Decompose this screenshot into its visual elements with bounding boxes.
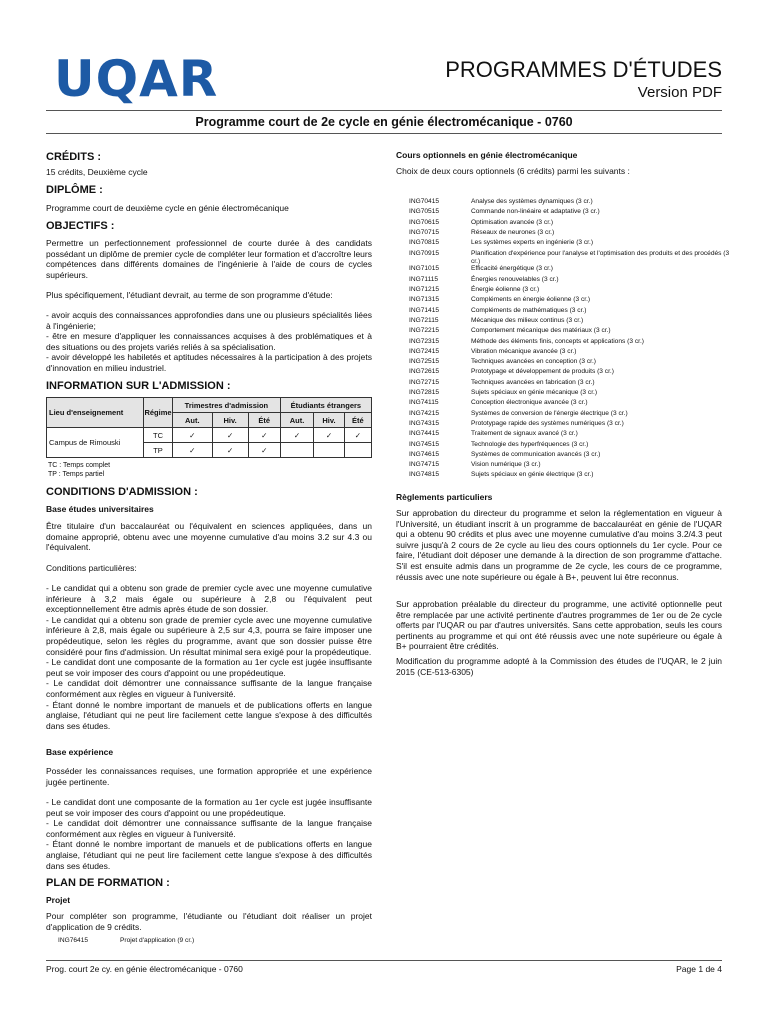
base-exp-list: - Le candidat dont une composante de la formation au 1er cycle est jugée insuffisante peut se voir imposer des cours d'appoint ou une propédeutique. - Le candidat doit démontrer une connaissance suffisante de la langue française conformément aux règles en vigueur à l'université. - Étant donné le nombre important de manuels et de publications offerts en langue anglaise, l'étudiant qui ne peut lire facilement cette langue s'expose à des difficultés dans ses études. xyxy=(46,797,372,871)
col-lieu: Lieu d'enseignement xyxy=(47,398,144,428)
header-divider-bottom xyxy=(46,133,722,134)
course-code: ING70515 xyxy=(409,208,440,216)
course-name: Méthode des éléments finis, concepts et applications (3 cr.) xyxy=(471,337,644,345)
regime-cell: TC xyxy=(144,428,173,443)
check-mark: ✓ xyxy=(212,443,248,458)
course-code: ING72415 xyxy=(409,347,440,355)
course-name: Prototypage et développement de produits (3 cr.) xyxy=(471,368,614,376)
col-hiv: Hiv. xyxy=(212,413,248,428)
course-name: Compléments de mathématiques (3 cr.) xyxy=(471,306,587,314)
col-aut: Aut. xyxy=(173,413,213,428)
course-name: Vision numérique (3 cr.) xyxy=(471,461,541,469)
course-code: ING70915 xyxy=(409,249,440,257)
course-list xyxy=(409,198,730,488)
base-univ-paragraph-2: Conditions particulières: xyxy=(46,563,137,573)
course-code: ING70615 xyxy=(409,218,440,226)
col-regime: Régime xyxy=(144,398,173,428)
admission-table xyxy=(46,397,372,458)
optional-courses-intro: Choix de deux cours optionnels (6 crédits) parmi les suivants : xyxy=(396,166,630,176)
credits-text: 15 crédits, Deuxième cycle xyxy=(46,167,148,177)
course-name: Techniques avancées en conception (3 cr.) xyxy=(471,358,596,366)
course-code: ING71315 xyxy=(409,296,440,304)
note-tp: TP : Temps partiel xyxy=(48,471,105,478)
course-code: ING74415 xyxy=(409,430,440,438)
credits-heading: CRÉDITS : xyxy=(46,151,101,163)
uqar-logo: UQAR xyxy=(54,50,219,108)
campus-cell: Campus de Rimouski xyxy=(47,428,144,458)
course-name: Prototypage rapide des systèmes numériques (3 cr.) xyxy=(471,419,624,427)
col-etrangers: Étudiants étrangers xyxy=(280,398,371,413)
base-univ-paragraph-1: Être titulaire d'un baccalauréat ou l'équivalent en sciences appliquées, dans un domaine approprié, obtenu avec une moyenne cumulative d'au moins 3.2 sur 4.3 ou l'équivalent. xyxy=(46,521,372,553)
course-name: Comportement mécanique des matériaux (3 cr.) xyxy=(471,327,611,335)
optional-courses-heading: Cours optionnels en génie électromécanique xyxy=(396,150,578,160)
course-name: Sujets spéciaux en génie électrique (3 cr.) xyxy=(471,471,594,479)
empty-cell xyxy=(314,443,344,458)
objectifs-paragraph-1: Permettre un perfectionnement professionnel de courte durée à des candidats possédant un diplôme de premier cycle de compléter leur formation et d'accroître leurs compétences dans différents domaines de l'ingénierie à l'aide de cours de cycles supérieurs. xyxy=(46,238,372,280)
course-name: Sujets spéciaux en génie mécanique (3 cr.) xyxy=(471,389,598,397)
course-code: ING74615 xyxy=(409,450,440,458)
objectifs-heading: OBJECTIFS : xyxy=(46,220,115,232)
course-name: Technologie des hyperfréquences (3 cr.) xyxy=(471,440,589,448)
course-name: Optimisation avancée (3 cr.) xyxy=(471,218,554,226)
page-title: PROGRAMMES D'ÉTUDES xyxy=(445,57,722,82)
objectifs-paragraph-2: Plus spécifiquement, l'étudiant devrait, au terme de son programme d'étude: xyxy=(46,290,333,300)
col-trimestres: Trimestres d'admission xyxy=(173,398,281,413)
check-mark: ✓ xyxy=(173,428,213,443)
course-name: Systèmes de conversion de l'énergie électrique (3 cr.) xyxy=(471,409,628,417)
course-code: ING74515 xyxy=(409,440,440,448)
course-code: ING72315 xyxy=(409,337,440,345)
course-code: ING72115 xyxy=(409,316,439,324)
course-name: Les systèmes experts en ingénierie (3 cr.) xyxy=(471,239,594,247)
admission-heading: INFORMATION SUR L'ADMISSION : xyxy=(46,380,231,392)
note-tc: TC : Temps complet xyxy=(48,462,111,469)
conditions-heading: CONDITIONS D'ADMISSION : xyxy=(46,486,198,498)
course-name: Compléments en énergie éolienne (3 cr.) xyxy=(471,296,591,304)
course-code: ING72715 xyxy=(409,378,440,386)
course-code: ING71115 xyxy=(409,275,439,283)
course-code: ING71415 xyxy=(409,306,440,314)
program-title: Programme court de 2e cycle en génie électromécanique - 0760 xyxy=(195,115,573,129)
col-ete: Été xyxy=(344,413,371,428)
projet-paragraph: Pour compléter son programme, l'étudiante ou l'étudiant doit réaliser un projet d'application de 9 crédits. xyxy=(46,911,372,932)
course-name: Planification d'expérience pour l'analyse et l'optimisation des produits et des procédés (3 cr.) xyxy=(471,249,730,265)
course-code: ING70415 xyxy=(409,198,440,205)
course-name: Analyse des systèmes dynamiques (3 cr.) xyxy=(471,198,593,205)
regime-cell: TP xyxy=(144,443,173,458)
course-code: ING71215 xyxy=(409,286,440,294)
diplome-heading: DIPLÔME : xyxy=(46,184,103,196)
course-name: Efficacité énergétique (3 cr.) xyxy=(471,265,553,273)
course-code: ING71015 xyxy=(409,265,440,273)
col-hiv: Hiv. xyxy=(314,413,344,428)
course-name: Techniques avancées en fabrication (3 cr.) xyxy=(471,378,595,386)
check-mark: ✓ xyxy=(212,428,248,443)
course-code: ING72815 xyxy=(409,389,440,397)
course-name: Commande non-linéaire et adaptative (3 cr.) xyxy=(471,208,600,216)
footer-left: Prog. court 2e cy. en génie électromécanique - 0760 xyxy=(46,964,243,974)
course-name: Énergies renouvelables (3 cr.) xyxy=(471,275,559,283)
reglements-paragraph-3: Modification du programme adopté à la Commission des études de l'UQAR, le 2 juin 2015 (CE-513-6305) xyxy=(396,656,722,677)
course-code: ING72515 xyxy=(409,358,440,366)
table-row xyxy=(47,428,372,443)
projet-heading: Projet xyxy=(46,895,71,905)
course-code: ING74815 xyxy=(409,471,440,479)
reglements-paragraph-1: Sur approbation du directeur du programme et selon la réglementation en vigueur à l'Université, un étudiant inscrit à un programme de baccalauréat en génie de l'UQAR qui a obtenu 90 crédits et plus avec une moyenne cumulative d'au moins 3.2/4.3 peut suivre jusqu'à 2 cours de 2e cycle au lieu des cours optionnels du 1er cycle. Pour ce faire, l'étudiant doit déposer une demande à la direction de son programme d'attache. S'il est ensuite admis dans un programme de 2e cycle, les cours de ce programme, réussis avec une note supérieure ou égale à B+, peuvent lui être reconnus. xyxy=(396,508,722,582)
base-univ-heading: Base études universitaires xyxy=(46,504,154,514)
course-name: Conception électronique avancée (3 cr.) xyxy=(471,399,588,407)
course-code: ING72215 xyxy=(409,327,440,335)
empty-cell xyxy=(344,443,371,458)
col-aut: Aut. xyxy=(280,413,313,428)
empty-cell xyxy=(280,443,313,458)
objectifs-list: - avoir acquis des connaissances approfondies dans une ou plusieurs spécialités liées à l'ingénierie; - être en mesure d'appliquer les connaissances acquises à des problématiques et à des situations ou des projets variés reliés à sa spécialisation. - avoir développé les habiletés et aptitudes nécessaires à la participation à des projets d'innovation en milieu industriel. xyxy=(46,310,372,373)
course-code: ING74115 xyxy=(409,399,439,407)
course-name: Traitement de signaux avancé (3 cr.) xyxy=(471,430,578,438)
course-name: Vibration mécanique avancée (3 cr.) xyxy=(471,347,577,355)
projet-course-code: ING76415 xyxy=(58,937,89,944)
col-ete: Été xyxy=(248,413,280,428)
course-code: ING72615 xyxy=(409,368,440,376)
course-code: ING70715 xyxy=(409,228,440,236)
plan-heading: PLAN DE FORMATION : xyxy=(46,877,170,889)
check-mark: ✓ xyxy=(248,428,280,443)
course-name: Énergie éolienne (3 cr.) xyxy=(471,286,540,294)
footer-divider xyxy=(46,960,722,961)
check-mark: ✓ xyxy=(280,428,313,443)
reglements-paragraph-2: Sur approbation préalable du directeur du programme, une activité optionnelle peut être remplacée par une activité pertinente d'autres programmes de 1er ou de 2e cycle offerts par l'UQAR ou par d'autres universités. Sans cette approbation, seuls les cours pertinents au programme et qui ont été réussis avec une note supérieure ou égale à B+ pourraient être crédités. xyxy=(396,599,722,652)
check-mark: ✓ xyxy=(248,443,280,458)
course-name: Réseaux de neurones (3 cr.) xyxy=(471,228,555,236)
course-code: ING74215 xyxy=(409,409,440,417)
check-mark: ✓ xyxy=(173,443,213,458)
projet-course-name: Projet d'application (9 cr.) xyxy=(120,937,195,944)
check-mark: ✓ xyxy=(314,428,344,443)
course-code: ING70815 xyxy=(409,239,440,247)
base-exp-paragraph-1: Posséder les connaissances requises, une formation appropriée et une expérience jugée pertinente. xyxy=(46,766,372,787)
diplome-text: Programme court de deuxième cycle en génie électromécanique xyxy=(46,203,289,213)
reglements-heading: Règlements particuliers xyxy=(396,492,493,502)
course-code: ING74315 xyxy=(409,419,440,427)
course-name: Systèmes de communication avancés (3 cr.) xyxy=(471,450,601,458)
header-divider-top xyxy=(46,110,722,111)
base-univ-list: - Le candidat qui a obtenu son grade de premier cycle avec une moyenne cumulative inférieure à 3,2 mais égale ou supérieure à 2,8 ou l'équivalent peut exceptionnellement être admis après étude de son dossier. - Le candidat qui a obtenu son grade de premier cycle avec une moyenne cumulative inférieure à 2,8, mais égale ou supérieure à 2,5 sur 4,3, pourra se faire imposer une propédeutique, selon les règles du programme, avant que son dossier puisse être considéré pour fins d'admission. Un résultat minimal sera exigé pour la propédeutique. - Le candidat dont une composante de la formation au 1er cycle est jugée insuffisante peut se voir imposer des cours d'appoint ou une propédeutique. - Le candidat doit démontrer une connaissance suffisante de la langue française conformément aux règles en vigueur à l'université. - Étant donné le nombre important de manuels et de publications offerts en langue anglaise, l'étudiant qui ne peut lire facilement cette langue s'expose à des difficultés dans ses études. xyxy=(46,583,372,731)
course-code: ING74715 xyxy=(409,461,440,469)
course-name: Mécanique des milieux continus (3 cr.) xyxy=(471,316,584,324)
base-exp-heading: Base expérience xyxy=(46,747,114,757)
version-label: Version PDF xyxy=(637,84,722,101)
page-number: Page 1 de 4 xyxy=(676,964,722,974)
check-mark: ✓ xyxy=(344,428,371,443)
